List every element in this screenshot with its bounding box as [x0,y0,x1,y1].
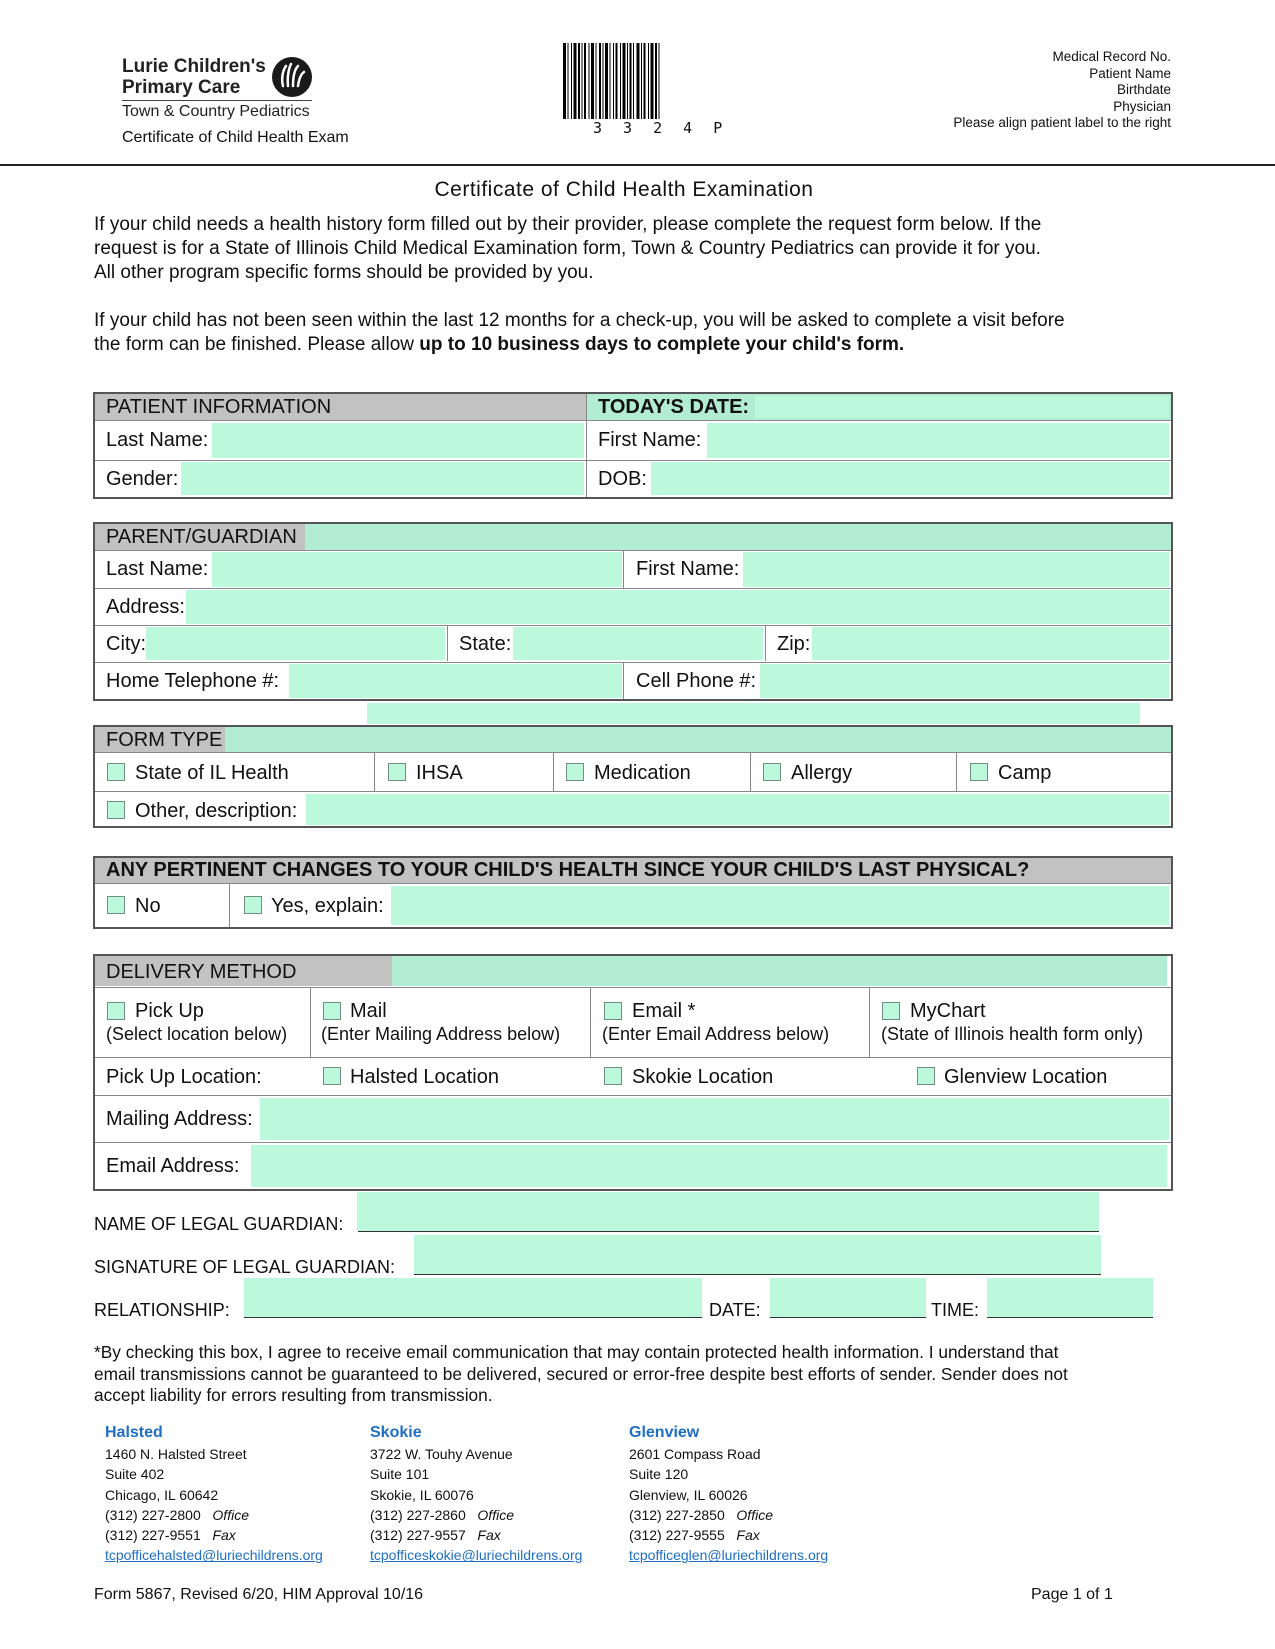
allergy-label: Allergy [791,762,853,784]
date-label: DATE: [709,1300,761,1320]
mychart-label: MyChart [910,1000,986,1022]
changes-explain-input[interactable] [391,886,1169,925]
mail-label: Mail [350,1000,387,1022]
page-title: Certificate of Child Health Examination [434,178,814,201]
patient-last-name-input[interactable] [212,423,584,458]
patient-first-name-input[interactable] [707,423,1169,458]
mychart-checkbox[interactable] [882,1002,900,1020]
skokie-location-checkbox[interactable] [604,1067,622,1085]
email-address-label: Email Address: [106,1155,240,1177]
location-name: Halsted [105,1424,163,1441]
no-changes-label: No [135,895,161,917]
location-glenview: Glenview 2601 Compass Road Suite 120 Glenview, IL 60026 (312) 227-2850 Office (312) 227-9555 Fax tcpofficeglen@luriechildrens.org [629,1422,828,1566]
guardian-cell-phone-input[interactable] [760,664,1169,698]
form-type-header: FORM TYPE [106,729,223,751]
office-phone: (312) 227-2860 [370,1506,466,1523]
mychart-sub: (State of Illinois health form only) [881,1024,1144,1044]
hand-logo-icon [271,56,313,103]
location-email-link[interactable]: tcpofficehalsted@luriechildrens.org [105,1547,323,1564]
patient-name-label: Patient Name [1089,65,1171,81]
medication-checkbox[interactable] [566,763,584,781]
location-name: Glenview [629,1424,700,1441]
intro-line: request is for a State of Illinois Child Medical Examination form, Town & Country Pediatrics can provide it for you. [94,238,1041,259]
patient-gender-label: Gender: [106,468,179,490]
guardian-zip-input[interactable] [812,627,1169,660]
office-phone: (312) 227-2850 [629,1506,725,1523]
mailing-address-input[interactable] [260,1098,1169,1140]
medical-record-no: Medical Record No. [1052,49,1171,64]
align-note: Please align patient label to the right [953,115,1171,130]
camp-checkbox[interactable] [970,763,988,781]
logo-line-2: Primary Care [122,77,241,98]
camp-label: Camp [998,762,1052,784]
guardian-state-label: State: [459,633,512,655]
delivery-header: DELIVERY METHOD [106,961,297,983]
halsted-location-checkbox[interactable] [323,1067,341,1085]
mail-sub: (Enter Mailing Address below) [321,1024,561,1044]
intro-line: If your child has not been seen within the last 12 months for a check-up, you will be asked to complete a visit before [94,310,1065,331]
time-label: TIME: [931,1300,979,1320]
guardian-name-input[interactable] [357,1192,1099,1231]
birthdate-label: Birthdate [1116,82,1171,97]
ihsa-label: IHSA [416,762,463,784]
guardian-city-input[interactable] [146,627,445,660]
guardian-state-input[interactable] [513,627,763,660]
no-changes-checkbox[interactable] [107,896,125,914]
email-address-input[interactable] [251,1145,1167,1187]
location-email-link[interactable]: tcpofficeglen@luriechildrens.org [629,1547,829,1564]
office-phone: (312) 227-2800 [105,1506,201,1523]
intro-line: All other program specific forms should be provided by you. [94,262,594,283]
intro-line: the form can be finished. Please allow up to 10 business days to complete your child's form. [94,334,905,355]
todays-date-input[interactable] [755,396,1169,418]
fax-number: (312) 227-9555 [629,1527,725,1544]
email-disclaimer: *By checking this box, I agree to receive email communication that may contain protected health information. I understand that email transmissions cannot be guaranteed to be delivered, secured or error-free despite best efforts of sender. Sender does not accept liability for errors resulting from transmission. [94,1342,1068,1405]
halsted-location-label: Halsted Location [350,1066,499,1088]
other-checkbox[interactable] [107,801,125,819]
pickup-location-label: Pick Up Location: [106,1066,262,1088]
fax-number: (312) 227-9557 [370,1527,466,1544]
medication-label: Medication [594,762,691,784]
physician-label: Physician [1113,98,1171,114]
allergy-checkbox[interactable] [763,763,781,781]
patient-label-area [953,49,1171,132]
intro-text [94,213,1065,357]
other-description-label: Other, description: [135,800,298,822]
glenview-location-checkbox[interactable] [917,1067,935,1085]
email-label: Email * [632,1000,696,1022]
patient-dob-input[interactable] [651,462,1169,495]
guardian-last-name-input[interactable] [212,552,622,587]
page-number: Page 1 of 1 [1031,1586,1113,1603]
time-input[interactable] [987,1278,1153,1318]
intro-line: If your child needs a health history form filled out by their provider, please complete the request form below. If the [94,214,1042,235]
guardian-city-label: City: [106,633,146,655]
guardian-name-label: NAME OF LEGAL GUARDIAN: [94,1214,344,1234]
location-name: Skokie [370,1424,422,1441]
guardian-first-name-input[interactable] [743,552,1169,587]
pickup-checkbox[interactable] [107,1002,125,1020]
logo-line-3: Town & Country Pediatrics [122,100,312,123]
barcode [563,43,733,137]
location-email-link[interactable]: tcpofficeskokie@luriechildrens.org [370,1547,583,1564]
skokie-location-label: Skokie Location [632,1066,774,1088]
relationship-input[interactable] [244,1278,702,1318]
patient-first-name-label: First Name: [598,429,702,451]
date-input[interactable] [770,1278,926,1318]
yes-changes-checkbox[interactable] [244,896,262,914]
ihsa-checkbox[interactable] [388,763,406,781]
email-sub: (Enter Email Address below) [602,1024,830,1044]
location-halsted: Halsted 1460 N. Halsted Street Suite 402 Chicago, IL 60642 (312) 227-2800 Office (312) 227-9551 Fax tcpofficehalsted@luriechildrens.org [105,1422,323,1566]
guardian-header: PARENT/GUARDIAN [106,526,297,548]
pickup-sub: (Select location below) [106,1024,288,1044]
patient-gender-input[interactable] [181,462,584,495]
extra-field[interactable] [367,703,1140,724]
guardian-signature-label: SIGNATURE OF LEGAL GUARDIAN: [94,1257,396,1277]
form-number: Form 5867, Revised 6/20, HIM Approval 10/16 [94,1586,424,1603]
state-il-health-label: State of IL Health [135,762,289,784]
guardian-address-input[interactable] [186,590,1169,624]
guardian-signature-input[interactable] [414,1235,1101,1275]
relationship-label: RELATIONSHIP: [94,1300,230,1320]
location-skokie: Skokie 3722 W. Touhy Avenue Suite 101 Skokie, IL 60076 (312) 227-2860 Office (312) 227-9557 Fax tcpofficeskokie@luriechildrens.org [370,1422,582,1566]
mail-checkbox[interactable] [323,1002,341,1020]
header-divider [0,164,1275,166]
logo-line-1: Lurie Children's [122,56,266,77]
pickup-label: Pick Up [135,1000,204,1022]
guardian-zip-label: Zip: [777,633,811,655]
state-il-health-checkbox[interactable] [107,763,125,781]
glenview-location-label: Glenview Location [944,1066,1108,1088]
guardian-home-phone-input[interactable] [289,664,622,698]
yes-explain-label: Yes, explain: [271,895,384,917]
patient-dob-label: DOB: [598,468,647,490]
todays-date-label: TODAY'S DATE: [598,396,750,418]
other-description-input[interactable] [306,794,1169,825]
changes-header: ANY PERTINENT CHANGES TO YOUR CHILD'S HEALTH SINCE YOUR CHILD'S LAST PHYSICAL? [106,859,1030,881]
email-checkbox[interactable] [604,1002,622,1020]
guardian-home-phone-label: Home Telephone #: [106,670,280,692]
patient-last-name-label: Last Name: [106,429,209,451]
barcode-text: 3 3 2 4 P [593,119,729,137]
guardian-address-label: Address: [106,596,185,618]
guardian-first-name-label: First Name: [636,558,740,580]
doc-label: Certificate of Child Health Exam [122,129,349,146]
fax-number: (312) 227-9551 [105,1527,201,1544]
patient-header: PATIENT INFORMATION [106,396,332,418]
deadline-note: up to 10 business days to complete your child's form. [419,334,905,355]
guardian-last-name-label: Last Name: [106,558,209,580]
mailing-address-label: Mailing Address: [106,1108,253,1130]
guardian-cell-phone-label: Cell Phone #: [636,670,757,692]
